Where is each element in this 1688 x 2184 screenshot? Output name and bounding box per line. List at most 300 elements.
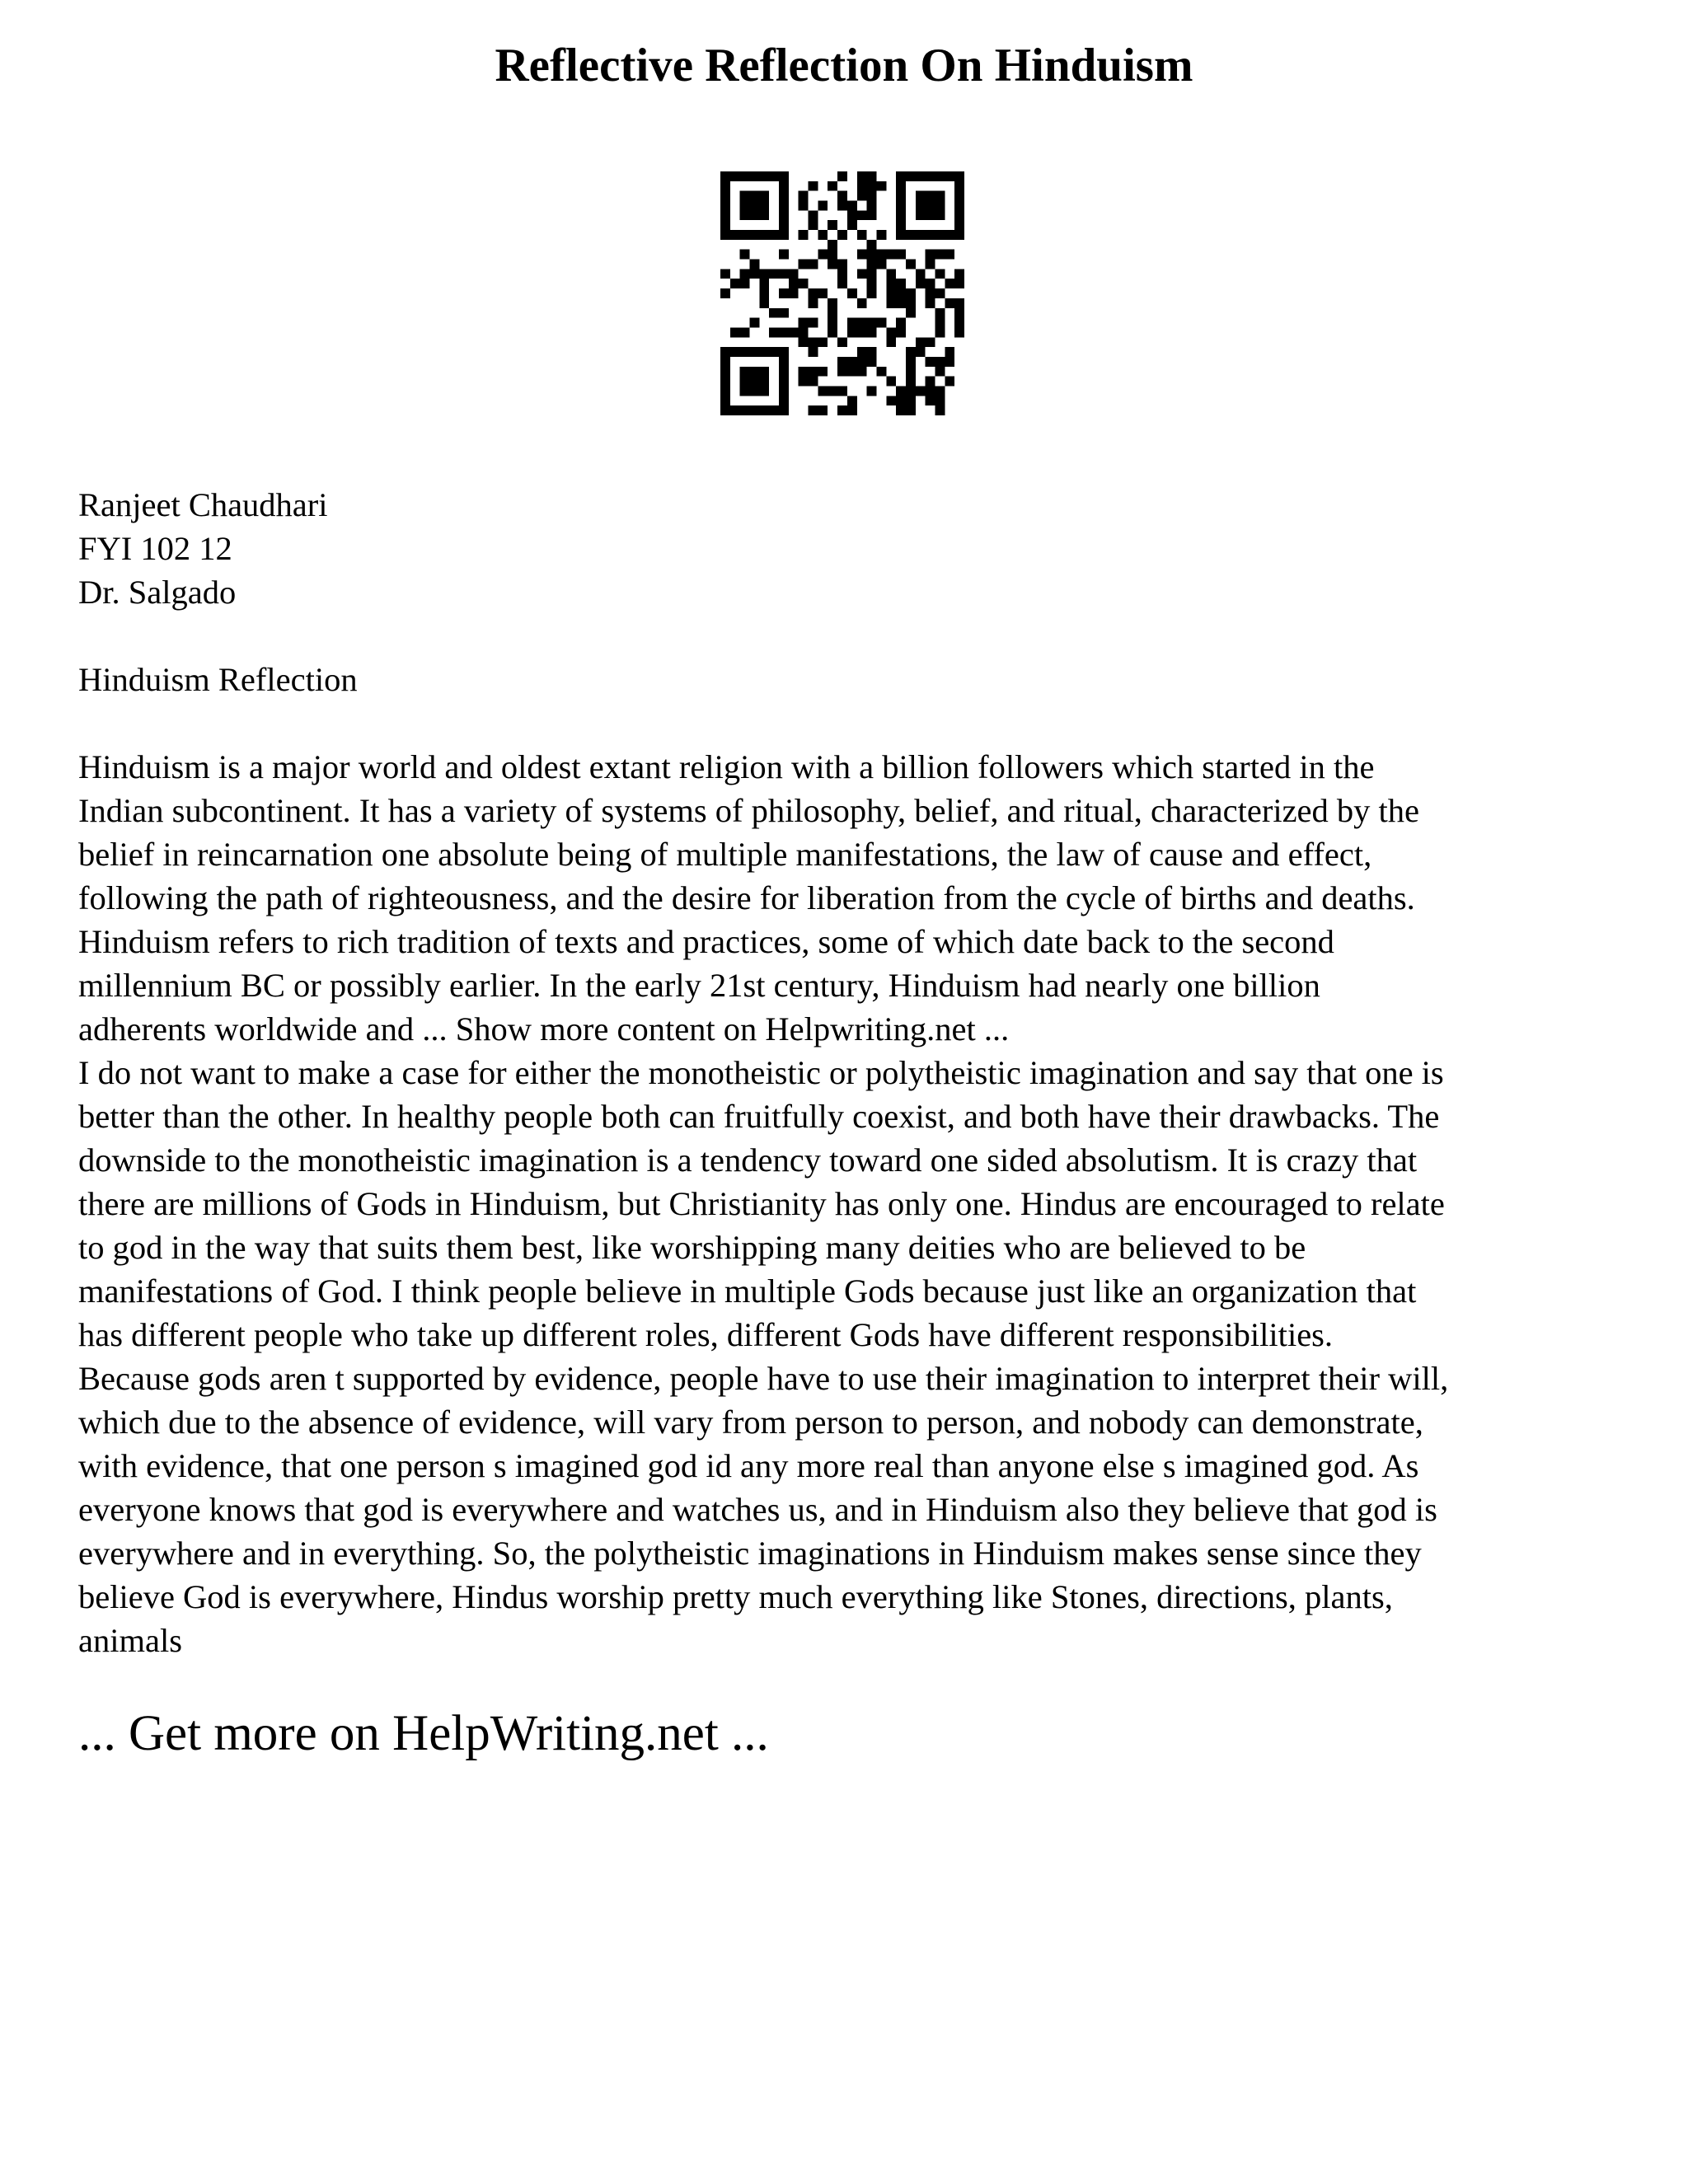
qr-module (799, 201, 809, 211)
qr-module (935, 201, 945, 211)
qr-module (926, 288, 935, 298)
qr-module (799, 377, 809, 387)
qr-module (818, 405, 828, 415)
qr-module (759, 367, 769, 377)
qr-module (779, 191, 789, 201)
qr-module (720, 171, 730, 181)
qr-module (837, 405, 847, 415)
qr-module (847, 396, 857, 405)
qr-module (720, 347, 730, 357)
qr-module (945, 298, 954, 308)
document-body (78, 483, 1628, 1662)
qr-module (896, 396, 906, 405)
qr-module (906, 260, 916, 269)
essay-subtitle: Hinduism Reflection (78, 661, 358, 698)
qr-module (779, 250, 789, 260)
qr-module (896, 191, 906, 201)
qr-module (926, 279, 935, 288)
qr-module (926, 210, 935, 220)
qr-module (867, 250, 877, 260)
qr-module (750, 318, 760, 328)
qr-module (847, 210, 857, 220)
paragraph-2 (78, 1051, 1628, 1662)
qr-module (935, 396, 945, 405)
qr-module (809, 347, 818, 357)
qr-module (837, 357, 847, 367)
qr-module (886, 279, 896, 288)
qr-module (730, 405, 740, 415)
paragraph-line: following the path of righteousness, and the desire for liberation from the cycle of births and deaths. (78, 879, 1415, 916)
paragraph-line: believe God is everywhere, Hindus worship pretty much everything like Stones, directions, plants, (78, 1578, 1393, 1615)
qr-module (954, 318, 964, 328)
qr-module (935, 367, 945, 377)
qr-module (740, 171, 750, 181)
qr-module (750, 171, 760, 181)
qr-module (867, 260, 877, 269)
qr-module (945, 357, 954, 367)
qr-module (906, 298, 916, 308)
qr-module (720, 377, 730, 387)
qr-module (896, 318, 906, 328)
paragraph-1 (78, 745, 1628, 1051)
qr-module (916, 201, 926, 211)
qr-module (759, 171, 769, 181)
qr-module (789, 279, 799, 288)
qr-module (779, 357, 789, 367)
qr-module (720, 181, 730, 191)
qr-module (926, 357, 935, 367)
paragraph-line: there are millions of Gods in Hinduism, but Christianity has only one. Hindus are encouraged to relate (78, 1185, 1445, 1222)
qr-module (809, 318, 818, 328)
qr-module (886, 396, 896, 405)
qr-module (799, 367, 809, 377)
qr-module (759, 386, 769, 396)
qr-module (906, 347, 916, 357)
qr-module (720, 357, 730, 367)
qr-module (779, 201, 789, 211)
qr-module (867, 288, 877, 298)
qr-module (759, 269, 769, 279)
qr-module (916, 171, 926, 181)
qr-module (720, 230, 730, 240)
qr-module (828, 318, 837, 328)
qr-module (809, 377, 818, 387)
qr-module (779, 405, 789, 415)
qr-module (828, 298, 837, 308)
qr-module (896, 220, 906, 230)
instructor-name: Dr. Salgado (78, 574, 237, 611)
paragraph-line: better than the other. In healthy people both can fruitfully coexist, and both have their drawbacks. The (78, 1098, 1440, 1135)
qr-module (759, 288, 769, 298)
qr-module (906, 171, 916, 181)
qr-module (779, 377, 789, 387)
qr-module (945, 250, 954, 260)
qr-module (867, 269, 877, 279)
qr-module (945, 377, 954, 387)
qr-module (867, 191, 877, 201)
qr-module (867, 386, 877, 396)
qr-module (720, 201, 730, 211)
qr-module (935, 171, 945, 181)
qr-module (779, 210, 789, 220)
qr-module (779, 171, 789, 181)
qr-module (809, 288, 818, 298)
course-code: FYI 102 12 (78, 530, 232, 567)
qr-module (779, 327, 789, 337)
qr-module (857, 269, 867, 279)
qr-module (779, 288, 789, 298)
qr-module (779, 220, 789, 230)
qr-module (809, 367, 818, 377)
qr-module (906, 288, 916, 298)
qr-module (876, 250, 886, 260)
qr-module (867, 279, 877, 288)
paragraph-line: which due to the absence of evidence, will vary from person to person, and nobody can demonstrate, (78, 1404, 1423, 1441)
qr-module (954, 191, 964, 201)
qr-module (926, 191, 935, 201)
qr-module (740, 386, 750, 396)
qr-module (867, 357, 877, 367)
qr-module (818, 337, 828, 347)
qr-module (886, 337, 896, 347)
qr-module (809, 260, 818, 269)
paragraph-line: belief in reincarnation one absolute being of multiple manifestations, the law of cause and effect, (78, 836, 1372, 873)
qr-module (779, 308, 789, 318)
qr-module (954, 201, 964, 211)
qr-module (857, 210, 867, 220)
qr-module (896, 171, 906, 181)
qr-module (789, 327, 799, 337)
qr-module (857, 367, 867, 377)
qr-module (954, 298, 964, 308)
qr-module (886, 269, 896, 279)
qr-module (945, 279, 954, 288)
paragraph-line: I do not want to make a case for either the monotheistic or polytheistic imagination and say that one is (78, 1054, 1444, 1091)
qr-module (740, 250, 750, 260)
qr-module (886, 298, 896, 308)
qr-module (837, 367, 847, 377)
qr-module (750, 191, 760, 201)
paragraph-line: everyone knows that god is everywhere and watches us, and in Hinduism also they believe that god is (78, 1491, 1437, 1528)
qr-module (896, 250, 906, 260)
qr-module (779, 230, 789, 240)
qr-module (857, 347, 867, 357)
qr-module (847, 201, 857, 211)
qr-module (916, 210, 926, 220)
qr-module (916, 386, 926, 396)
qr-module (769, 327, 779, 337)
qr-module (954, 210, 964, 220)
qr-module (740, 269, 750, 279)
qr-module (926, 386, 935, 396)
qr-module (926, 337, 935, 347)
qr-module (935, 250, 945, 260)
qr-module (837, 171, 847, 181)
qr-module (867, 171, 877, 181)
qr-module (779, 347, 789, 357)
qr-module (779, 396, 789, 405)
qr-module (857, 230, 867, 240)
qr-module (740, 210, 750, 220)
qr-module (720, 396, 730, 405)
qr-module (926, 396, 935, 405)
qr-module (750, 367, 760, 377)
qr-module (828, 386, 837, 396)
qr-module (828, 250, 837, 260)
qr-module (847, 327, 857, 337)
qr-module (720, 269, 730, 279)
qr-module (799, 279, 809, 288)
qr-module (799, 318, 809, 328)
paragraph-line: has different people who take up different roles, different Gods have different responsibilities. (78, 1316, 1334, 1353)
qr-module (720, 288, 730, 298)
qr-module (906, 230, 916, 240)
paragraph-line: downside to the monotheistic imagination is a tendency toward one sided absolutism. It is crazy that (78, 1141, 1418, 1179)
qr-module (799, 327, 809, 337)
qr-module (896, 288, 906, 298)
paragraph-line: Indian subcontinent. It has a variety of systems of philosophy, belief, and ritual, characterized by the (78, 792, 1420, 829)
qr-module (935, 318, 945, 328)
qr-module (750, 201, 760, 211)
paragraph-line: manifestations of God. I think people believe in multiple Gods because just like an organization that (78, 1272, 1417, 1310)
qr-module (954, 269, 964, 279)
qr-module (809, 220, 818, 230)
qr-module (935, 288, 945, 298)
qr-module (926, 377, 935, 387)
qr-module (740, 377, 750, 387)
paragraph-line: to god in the way that suits them best, like worshipping many deities who are believed to be (78, 1229, 1306, 1266)
qr-module (906, 396, 916, 405)
qr-module (818, 386, 828, 396)
qr-module (809, 405, 818, 415)
qr-module (759, 405, 769, 415)
qr-module (847, 367, 857, 377)
qr-module (906, 367, 916, 377)
qr-module (876, 230, 886, 240)
qr-module (818, 230, 828, 240)
qr-module (896, 210, 906, 220)
qr-module (857, 250, 867, 260)
qr-module (837, 386, 847, 396)
qr-code-graphic (720, 171, 964, 415)
qr-module (740, 347, 750, 357)
qr-module (720, 220, 730, 230)
qr-module (809, 181, 818, 191)
qr-module (867, 210, 877, 220)
paragraph-line: with evidence, that one person s imagined god id any more real than anyone else s imagined god. As (78, 1447, 1419, 1484)
qr-module (954, 308, 964, 318)
qr-module (954, 327, 964, 337)
qr-module (740, 230, 750, 240)
paragraph-line-show-more[interactable]: adherents worldwide and ... Show more content on Helpwriting.net ... (78, 1010, 1010, 1047)
qr-module (867, 181, 877, 191)
qr-module (926, 201, 935, 211)
qr-module (916, 230, 926, 240)
qr-module (740, 191, 750, 201)
qr-module (759, 279, 769, 288)
qr-module (906, 357, 916, 367)
qr-module (867, 240, 877, 250)
qr-module (730, 230, 740, 240)
qr-module (876, 367, 886, 377)
qr-module (896, 298, 906, 308)
qr-module (740, 405, 750, 415)
qr-module (837, 191, 847, 201)
qr-module (954, 279, 964, 288)
qr-module (799, 260, 809, 269)
paragraph-line: millennium BC or possibly earlier. In the early 21st century, Hinduism had nearly one billion (78, 967, 1320, 1004)
qr-module (759, 210, 769, 220)
qr-module (896, 230, 906, 240)
qr-module (916, 337, 926, 347)
qr-module (809, 210, 818, 220)
qr-module (769, 269, 779, 279)
spacer (78, 701, 1628, 745)
qr-module (750, 377, 760, 387)
qr-module (769, 347, 779, 357)
qr-module (769, 171, 779, 181)
paragraph-line: Because gods aren t supported by evidence, people have to use their imagination to interpret their will, (78, 1360, 1449, 1397)
qr-module (789, 288, 799, 298)
qr-module (954, 220, 964, 230)
qr-module (818, 367, 828, 377)
qr-module (935, 230, 945, 240)
spacer (78, 614, 1628, 658)
paragraph-line: animals (78, 1622, 182, 1659)
qr-module (837, 269, 847, 279)
qr-module (818, 288, 828, 298)
qr-module (809, 298, 818, 308)
qr-module (720, 210, 730, 220)
qr-module (720, 367, 730, 377)
author-name: Ranjeet Chaudhari (78, 486, 328, 523)
qr-module (886, 377, 896, 387)
qr-module (945, 230, 954, 240)
qr-module (740, 367, 750, 377)
qr-module (828, 308, 837, 318)
qr-module (769, 308, 779, 318)
qr-module (799, 191, 809, 201)
qr-module (799, 230, 809, 240)
qr-module (740, 279, 750, 288)
qr-module (916, 279, 926, 288)
qr-module (720, 405, 730, 415)
qr-module (779, 367, 789, 377)
qr-code-icon[interactable] (720, 171, 964, 415)
qr-module (945, 347, 954, 357)
qr-module (896, 386, 906, 396)
qr-module (935, 269, 945, 279)
qr-module (876, 181, 886, 191)
qr-module (847, 318, 857, 328)
qr-module (828, 260, 837, 269)
qr-module (828, 220, 837, 230)
qr-module (847, 220, 857, 230)
qr-module (916, 191, 926, 201)
qr-module (916, 269, 926, 279)
qr-module (759, 298, 769, 308)
qr-module (906, 386, 916, 396)
qr-module (779, 386, 789, 396)
qr-module (926, 250, 935, 260)
qr-module (828, 327, 837, 337)
paragraph-line: everywhere and in everything. So, the polytheistic imaginations in Hinduism makes sense since they (78, 1535, 1422, 1572)
qr-module (886, 327, 896, 337)
qr-module (769, 230, 779, 240)
qr-module (837, 260, 847, 269)
qr-module (857, 191, 867, 201)
qr-module (720, 191, 730, 201)
qr-module (886, 250, 896, 260)
qr-module (759, 191, 769, 201)
qr-module (759, 347, 769, 357)
qr-module (867, 327, 877, 337)
qr-module (759, 377, 769, 387)
qr-module (935, 210, 945, 220)
qr-module (809, 337, 818, 347)
qr-module (769, 405, 779, 415)
qr-module (896, 181, 906, 191)
qr-module (935, 386, 945, 396)
qr-module (857, 171, 867, 181)
qr-module (837, 279, 847, 288)
qr-module (720, 386, 730, 396)
qr-module (935, 191, 945, 201)
qr-module (740, 201, 750, 211)
qr-module (867, 347, 877, 357)
qr-module (906, 308, 916, 318)
qr-module (828, 240, 837, 250)
qr-module (867, 201, 877, 211)
qr-module (896, 201, 906, 211)
qr-module (730, 279, 740, 288)
qr-module (730, 327, 740, 337)
qr-module (759, 230, 769, 240)
qr-module (750, 386, 760, 396)
qr-module (750, 405, 760, 415)
paragraph-line: Hinduism refers to rich tradition of texts and practices, some of which date back to the second (78, 923, 1334, 960)
qr-module (837, 201, 847, 211)
qr-module (857, 318, 867, 328)
qr-module (730, 347, 740, 357)
qr-module (857, 357, 867, 367)
qr-module (935, 327, 945, 337)
qr-module (867, 318, 877, 328)
qr-module (935, 308, 945, 318)
qr-module (954, 230, 964, 240)
qr-module (818, 201, 828, 211)
qr-module (847, 357, 857, 367)
qr-module (896, 405, 906, 415)
qr-module (779, 181, 789, 191)
qr-module (799, 337, 809, 347)
qr-module (750, 210, 760, 220)
qr-module (926, 171, 935, 181)
qr-module (876, 318, 886, 328)
paragraph-line: Hinduism is a major world and oldest extant religion with a billion followers which started in the (78, 748, 1375, 785)
get-more-link[interactable]: ... Get more on HelpWriting.net ... (78, 1706, 769, 1761)
qr-module (818, 250, 828, 260)
qr-module (916, 347, 926, 357)
qr-module (779, 269, 789, 279)
qr-module (857, 327, 867, 337)
qr-module (857, 298, 867, 308)
qr-module (837, 337, 847, 347)
qr-module (789, 269, 799, 279)
qr-module (828, 181, 837, 191)
qr-module (945, 171, 954, 181)
qr-module (847, 288, 857, 298)
